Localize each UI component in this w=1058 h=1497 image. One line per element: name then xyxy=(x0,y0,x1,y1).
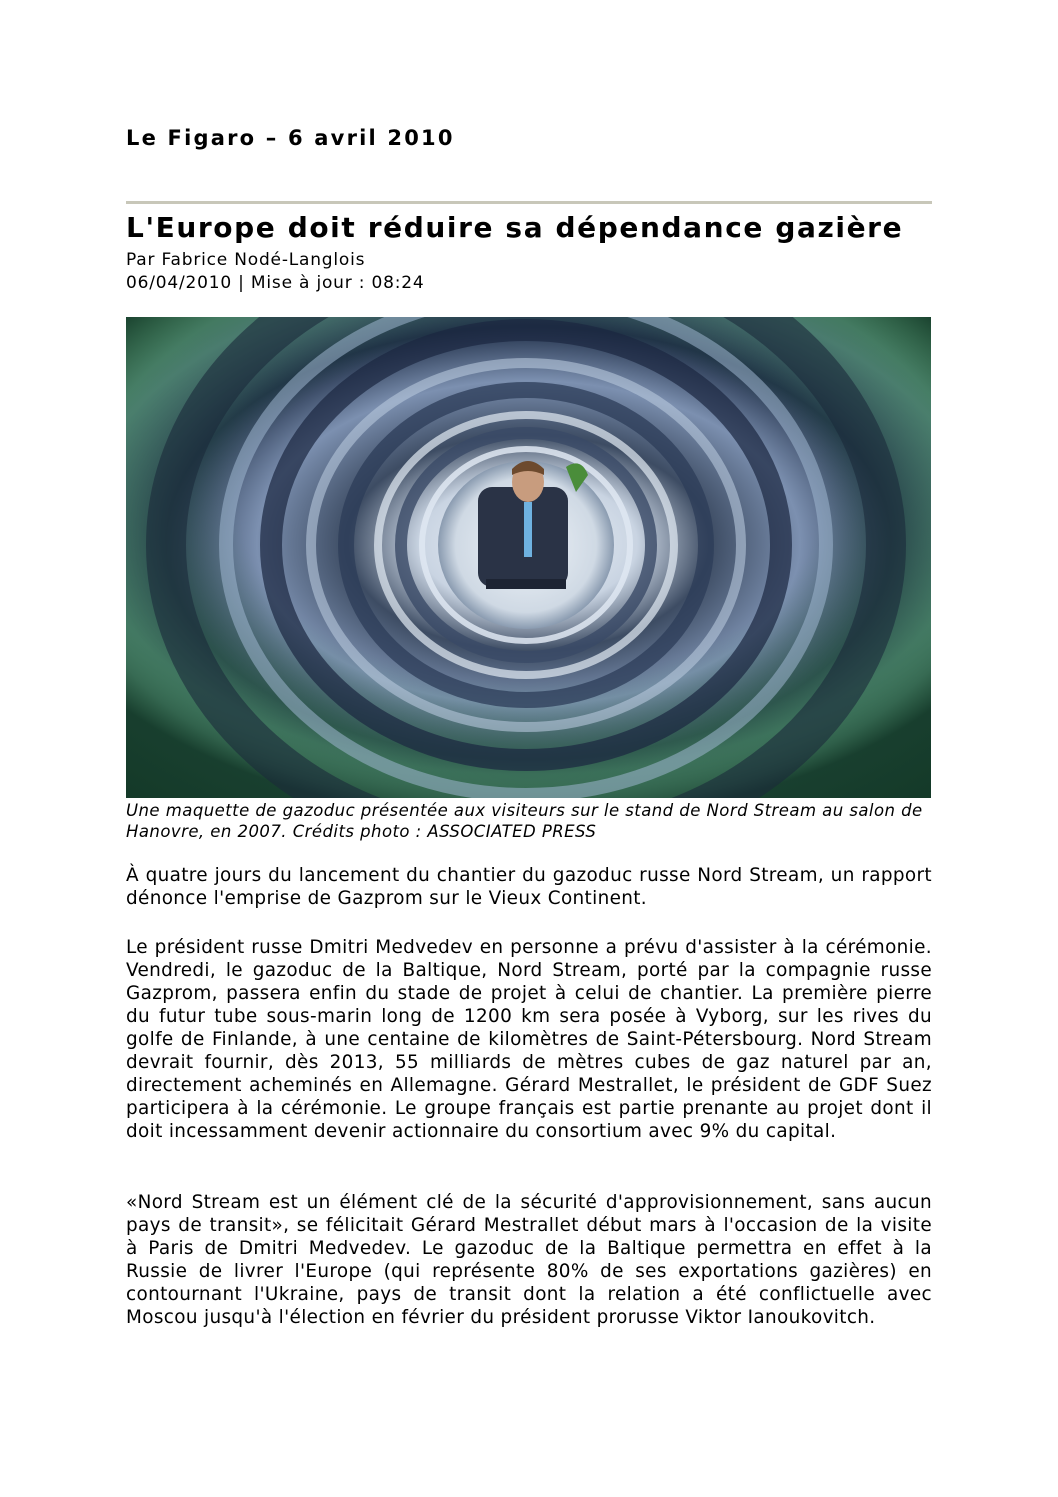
article-headline: L'Europe doit réduire sa dépendance gazière xyxy=(126,211,904,244)
article-paragraph: À quatre jours du lancement du chantier du gazoduc russe Nord Stream, un rapport dénonce l'emprise de Gazprom sur le Vieux Continent. xyxy=(126,865,932,909)
article-dateline: 06/04/2010 | Mise à jour : 08:24 xyxy=(126,273,425,293)
article-paragraph: «Nord Stream est un élément clé de la sécurité d'approvisionnement, sans aucun pays de transit», se félicitait Gérard Mestrallet début mars à l'occasion de la visite à Paris de Dmitri Medvedev. Le gazoduc de la Baltique permettra en effet à la Russie de livrer l'Europe (qui représente 80% de ses exportations gazières) en contournant l'Ukraine, pays de transit dont la relation a été conflictuelle avec Moscou jusqu'à l'élection en février du président prorusse Viktor Ianoukovitch. xyxy=(126,1192,932,1328)
photo-caption: Une maquette de gazoduc présentée aux visiteurs sur le stand de Nord Stream au salon de Hanovre, en 2007. Crédits photo : ASSOCIATED PRESS xyxy=(126,801,923,841)
article-byline: Par Fabrice Nodé-Langlois xyxy=(126,250,366,270)
pipeline-photo-icon xyxy=(126,317,931,798)
article-paragraph: Le président russe Dmitri Medvedev en personne a prévu d'assister à la cérémonie. Vendredi, le gazoduc de la Baltique, Nord Stream, porté par la compagnie russe Gazprom, passera enfin du stade de projet à celui de chantier. La première pierre du futur tube sous-marin long de 1200 km sera posée à Vyborg, sur les rives du golfe de Finlande, à une centaine de kilomètres de Saint-Pétersbourg. Nord Stream devrait fournir, dès 2013, 55 milliards de mètres cubes de gaz naturel par an, directement acheminés en Allemagne. Gérard Mestrallet, le président de GDF Suez participera à la cérémonie. Le groupe français est partie prenante au projet dont il doit incessamment devenir actionnaire du consortium avec 9% du capital. xyxy=(126,937,932,1142)
source-line: Le Figaro – 6 avril 2010 xyxy=(126,126,455,150)
header-divider xyxy=(126,201,932,204)
